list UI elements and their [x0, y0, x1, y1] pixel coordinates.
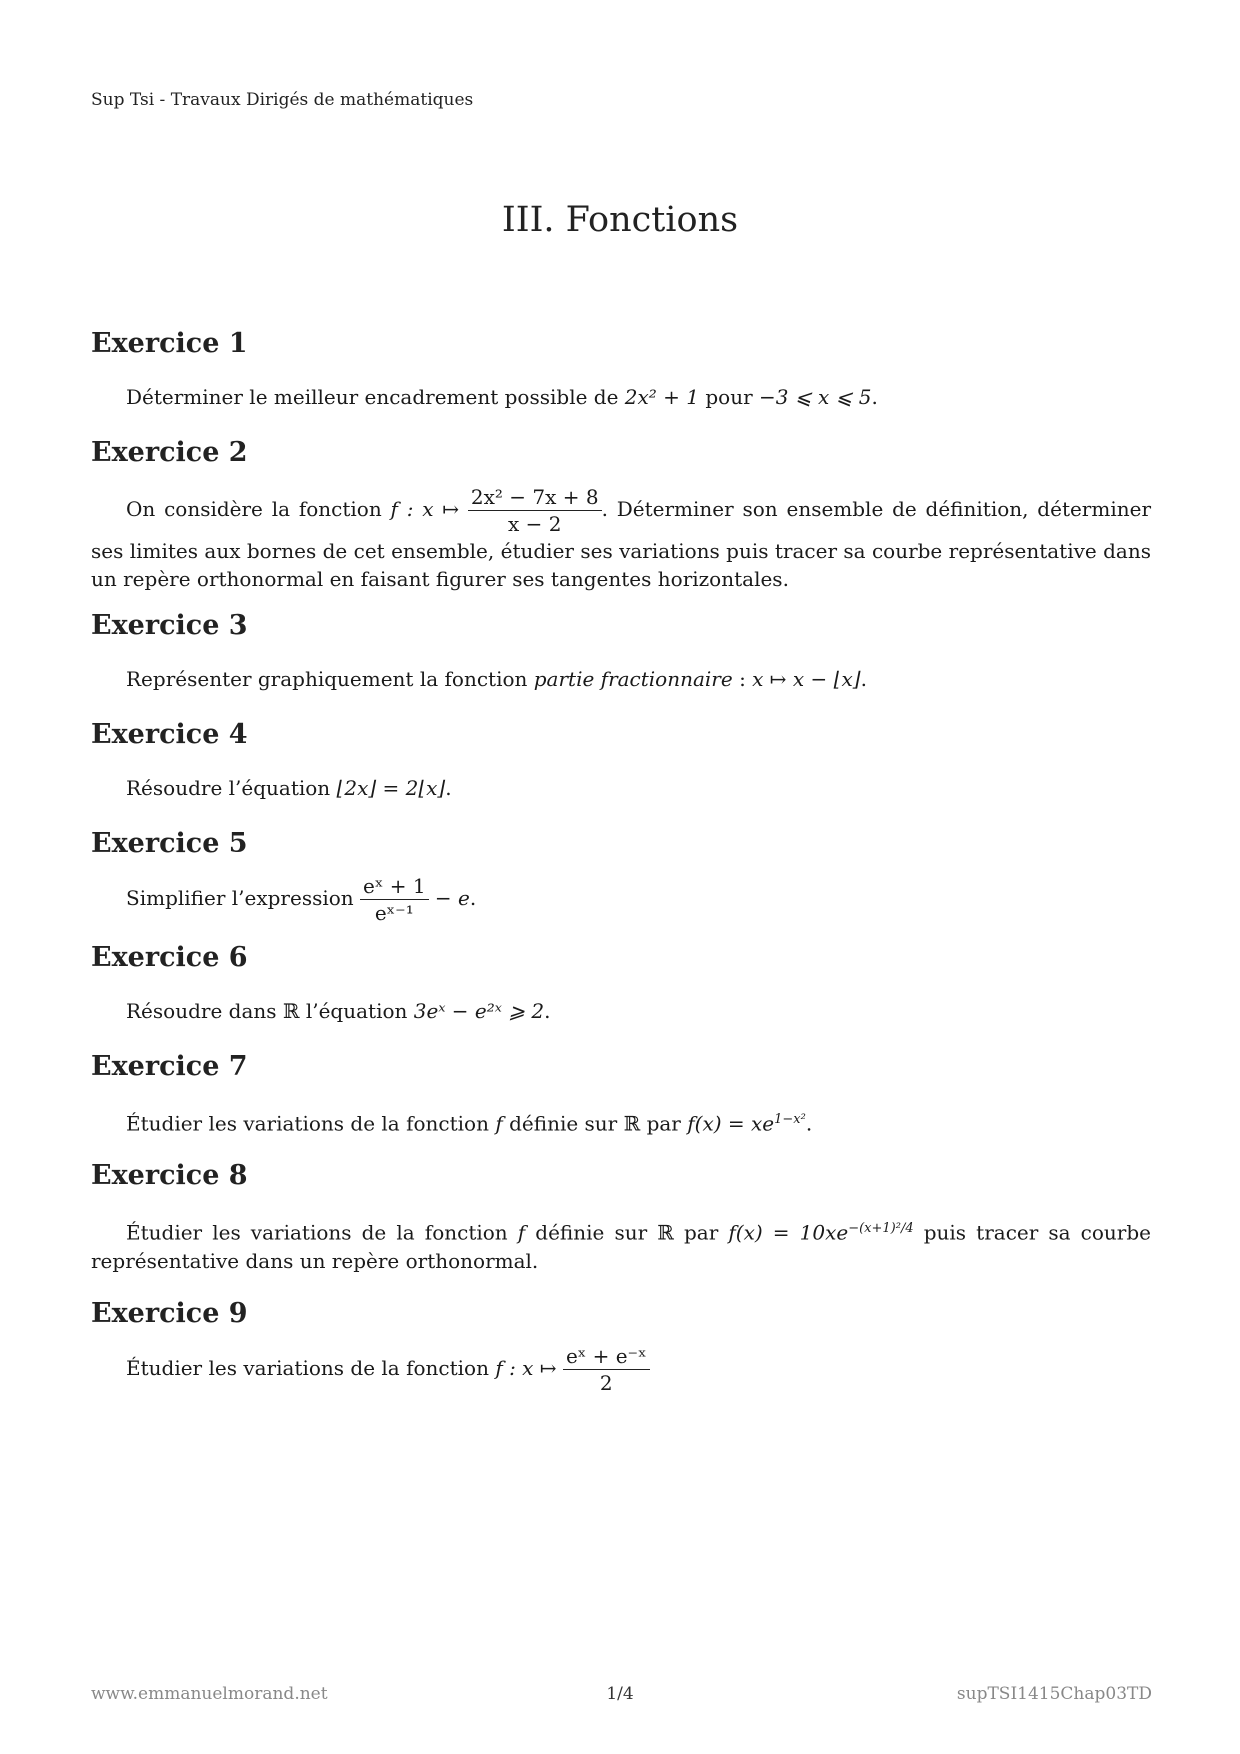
footer-document-id: supTSI1415Chap03TD	[956, 1684, 1152, 1704]
exercise-text: Étudier les variations de la fonction f définie sur ℝ par $f(x) = xe^{1-x^2}$.	[126, 1111, 813, 1136]
exercise-text: Représenter graphiquement la fonction partie fractionnaire : x ↦ x − ⌊x⌋.	[126, 667, 867, 691]
page-title: III. Fonctions	[501, 200, 739, 240]
exercise-text: Étudier les variations de la fonction f définie sur ℝ par $f(x) = 10xe^{-(x+1)^2/4}$ puis tracer sa courbe représentative dans un repère orthonormal.	[91, 1220, 1151, 1273]
footer-page-number: 1/4	[606, 1684, 634, 1704]
exercise-1	[91, 328, 1151, 411]
exercise-heading: Exercice 4	[91, 719, 248, 750]
exercise-text: Résoudre l’équation ⌊2x⌋ = 2⌊x⌋.	[126, 776, 452, 800]
exercise-4	[91, 719, 1151, 802]
fraction: $\frac{\text{eˣ + 1}}{\text{eˣ⁻¹}}$	[360, 873, 429, 926]
exercise-8	[91, 1160, 1151, 1275]
exercise-text: Résoudre dans ℝ l’équation 3eˣ − e²ˣ ⩾ 2.	[126, 999, 551, 1023]
exercise-heading: Exercice 8	[91, 1160, 248, 1191]
exercise-2	[91, 437, 1151, 593]
exercise-text: Déterminer le meilleur encadrement possible de 2x² + 1 pour −3 ⩽ x ⩽ 5.	[126, 385, 878, 409]
exercise-text: On considère la fonction f : x ↦ $\frac{\text{2x² − 7x + 8}}{x - 2}$ . Déterminer son ensemble de définition, déterminer ses limites aux bornes de cet ensemble, étudier ses variations puis tracer sa courbe représentative dans un repère orthonormal en faisant figurer ses tangentes horizontales.	[91, 485, 1152, 591]
page-header: Sup Tsi - Travaux Dirigés de mathématiques	[91, 90, 474, 110]
exercise-9	[91, 1298, 1151, 1396]
footer-website: www.emmanuelmorand.net	[91, 1684, 328, 1704]
exercise-heading: Exercice 7	[91, 1051, 248, 1082]
exercise-6	[91, 942, 1151, 1025]
exercise-heading: Exercice 9	[91, 1298, 248, 1329]
exercise-text: Simplifier l’expression $\frac{\text{eˣ + 1}}{\text{eˣ⁻¹}}$ − e.	[126, 874, 477, 925]
exercise-heading: Exercice 1	[91, 328, 248, 359]
exercise-5	[91, 828, 1151, 926]
exercise-text: Étudier les variations de la fonction f : x ↦ $\frac{\text{eˣ + e⁻ˣ}}{2}$	[91, 1343, 1151, 1396]
exercise-heading: Exercice 6	[91, 942, 248, 973]
exercise-heading: Exercice 3	[91, 610, 248, 641]
fraction: $\frac{\text{eˣ + e⁻ˣ}}{2}$	[563, 1343, 650, 1396]
exercise-7	[91, 1051, 1151, 1138]
exercise-heading: Exercice 5	[91, 828, 248, 859]
exercise-3	[91, 610, 1151, 693]
fraction: $\frac{\text{2x² − 7x + 8}}{x - 2}$	[468, 484, 602, 537]
exercise-heading: Exercice 2	[91, 437, 248, 468]
